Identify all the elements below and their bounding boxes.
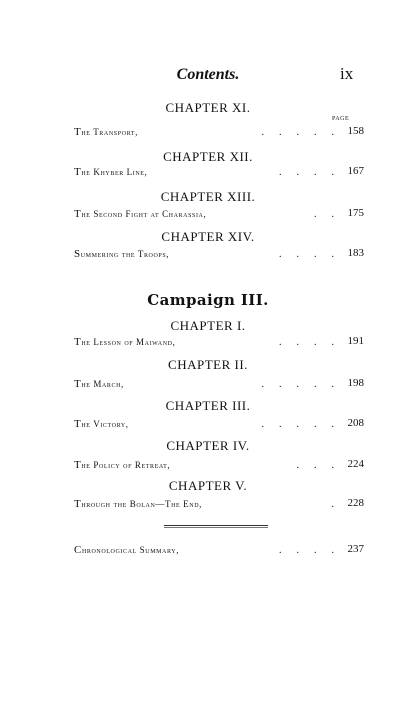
chapter-heading: CHAPTER III. bbox=[165, 398, 251, 413]
running-title: Contents. bbox=[176, 66, 240, 83]
leader-dots: . . bbox=[314, 209, 334, 220]
entry-title: The Lesson of Maiwand, bbox=[74, 336, 176, 348]
leader-dots: . . . bbox=[296, 460, 334, 471]
chapter-heading: CHAPTER XII. bbox=[163, 149, 253, 164]
entry-page: 228 bbox=[347, 497, 364, 509]
page-column-label: PAGE bbox=[332, 116, 350, 122]
leader-dots: . . . . . bbox=[261, 419, 334, 430]
leader-dots: . . . . bbox=[279, 545, 334, 556]
entry-page: 167 bbox=[347, 165, 364, 177]
campaign-heading: Campaign III. bbox=[147, 291, 269, 309]
toc-entry bbox=[74, 162, 364, 178]
chapter-heading: CHAPTER XI. bbox=[165, 100, 251, 115]
leader-dots: . . . . bbox=[279, 167, 334, 178]
toc-entry bbox=[74, 540, 364, 556]
toc-entry bbox=[74, 494, 364, 510]
entry-title: The Policy of Retreat, bbox=[74, 459, 171, 471]
chapter-heading: CHAPTER II. bbox=[168, 357, 248, 372]
chapter-heading: CHAPTER XIII. bbox=[160, 189, 256, 204]
toc-entry bbox=[74, 122, 364, 138]
page-number: ix bbox=[340, 64, 354, 83]
leader-dots: . . . . bbox=[279, 249, 334, 260]
entry-title: Summering the Troops, bbox=[74, 248, 170, 260]
entry-page: 198 bbox=[347, 377, 364, 389]
toc-entry bbox=[74, 244, 364, 260]
divider-rule bbox=[164, 527, 268, 528]
entry-page: 191 bbox=[347, 335, 364, 347]
toc-entry bbox=[74, 455, 364, 471]
toc-entry bbox=[74, 414, 364, 430]
leader-dots: . bbox=[331, 499, 334, 510]
entry-page: 175 bbox=[347, 207, 364, 219]
entry-page: 224 bbox=[347, 458, 364, 470]
chapter-heading: CHAPTER IV. bbox=[166, 438, 250, 453]
leader-dots: . . . . . bbox=[261, 379, 334, 390]
entry-title: The March, bbox=[74, 378, 124, 390]
entry-title: The Victory, bbox=[74, 418, 129, 430]
chapter-heading: CHAPTER XIV. bbox=[161, 229, 255, 244]
entry-title: The Transport, bbox=[74, 126, 138, 138]
chapter-heading: CHAPTER I. bbox=[170, 318, 246, 333]
leader-dots: . . . . bbox=[279, 337, 334, 348]
entry-title: Chronological Summary, bbox=[74, 544, 180, 556]
entry-page: 158 bbox=[347, 125, 364, 137]
entry-title: Through the Bolan—The End, bbox=[74, 498, 202, 510]
entry-title: The Second Fight at Charassia, bbox=[74, 208, 207, 220]
toc-entry bbox=[74, 374, 364, 390]
leader-dots: . . . . . bbox=[261, 127, 334, 138]
divider-rule bbox=[164, 525, 268, 526]
entry-title: The Khyber Line, bbox=[74, 166, 148, 178]
entry-page: 237 bbox=[347, 543, 364, 555]
chapter-heading: CHAPTER V. bbox=[168, 478, 248, 493]
entry-page: 183 bbox=[347, 247, 364, 259]
toc-entry bbox=[74, 204, 364, 220]
entry-page: 208 bbox=[347, 417, 364, 429]
toc-entry bbox=[74, 332, 364, 348]
